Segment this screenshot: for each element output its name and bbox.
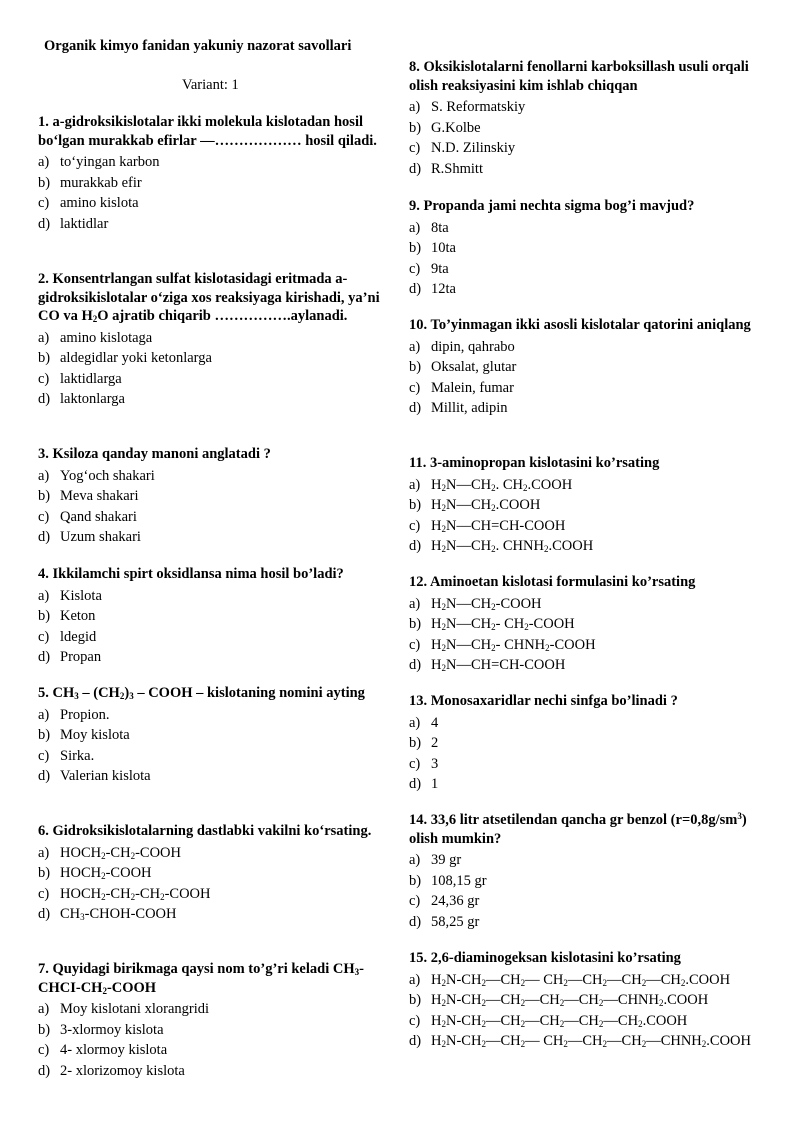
option-letter: d) <box>38 768 51 784</box>
option-letter: c) <box>409 893 421 909</box>
answer-option <box>38 1020 383 1041</box>
question-text: 4. Ikkilamchi spirt oksidlansa nima hosil bo’ladi? <box>38 566 344 582</box>
option-letter: c) <box>409 755 421 772</box>
question-text: 5. $CH_3 - (CH_2)_3$ – COOH – kislotaning nomini ayting <box>38 685 365 701</box>
option-letter: a) <box>409 852 421 868</box>
question-block <box>409 949 769 1052</box>
option-letter: c) <box>409 517 421 534</box>
answer-options <box>409 970 769 1052</box>
option-text: ldegid <box>60 628 97 645</box>
answer-option <box>38 466 383 487</box>
answer-option <box>38 369 383 390</box>
answer-option <box>38 627 383 648</box>
question-block <box>38 113 383 234</box>
answer-option <box>38 904 383 925</box>
answer-option <box>409 614 769 635</box>
question-block <box>38 822 383 925</box>
option-letter: b) <box>38 1021 51 1038</box>
question-block <box>409 692 769 795</box>
option-text: 58,25 gr <box>431 913 480 930</box>
option-text: $H_2N—CH_2-$ $CH_2$-COOH <box>431 616 575 632</box>
answer-option <box>409 733 769 754</box>
answer-options <box>409 713 769 795</box>
option-letter: d) <box>409 776 422 792</box>
option-text: laktidlar <box>60 215 109 232</box>
option-text: 4- xlormoy kislota <box>60 1042 168 1058</box>
answer-option <box>409 378 769 399</box>
answer-option <box>38 507 383 528</box>
answer-option <box>409 1011 769 1032</box>
answer-option <box>409 259 769 280</box>
answer-option <box>38 173 383 194</box>
option-letter: c) <box>38 747 50 764</box>
option-text: Oksalat, glutar <box>431 359 517 375</box>
answer-option <box>409 891 769 912</box>
answer-option <box>409 713 769 734</box>
answer-options <box>38 328 383 410</box>
option-letter: a) <box>409 99 421 115</box>
answer-option <box>38 486 383 507</box>
question-text: 8. Oksikislotalarni fenollarni karboksillash usuli orqali olish reaksiyasini kim ishlab chiqqan <box>409 59 749 94</box>
option-letter: a) <box>38 706 50 723</box>
answer-option <box>409 218 769 239</box>
option-text: 3-xlormoy kislota <box>60 1021 164 1038</box>
option-text: 8ta <box>431 219 449 236</box>
answer-option <box>38 843 383 864</box>
answer-options <box>38 586 383 668</box>
answer-option <box>38 746 383 767</box>
option-letter: c) <box>38 885 50 902</box>
answer-option <box>38 647 383 668</box>
option-text: $H_2N—CH_2.COOH$ <box>431 497 541 513</box>
option-text: $H_2N—CH_2$. $CHNH_2.COOH$ <box>431 538 594 554</box>
answer-option <box>409 635 769 656</box>
answer-options <box>409 218 769 300</box>
option-letter: a) <box>38 587 50 604</box>
option-letter: d) <box>409 913 422 930</box>
option-letter: d) <box>409 281 422 297</box>
option-letter: a) <box>409 595 421 612</box>
option-text: S. Reformatskiy <box>431 99 526 115</box>
option-letter: a) <box>38 154 50 170</box>
option-letter: b) <box>409 872 422 889</box>
option-letter: d) <box>409 160 422 177</box>
question-block <box>409 811 769 932</box>
option-letter: c) <box>38 370 50 387</box>
option-text: 39 gr <box>431 852 462 868</box>
option-text: $HOCH_2$-COOH <box>60 865 152 881</box>
option-text: Qand shakari <box>60 508 137 525</box>
answer-option <box>38 348 383 369</box>
option-text: 1 <box>431 776 439 792</box>
option-text: Yog‘och shakari <box>60 467 155 484</box>
option-text: $H_2N-CH_2—CH_2—CH_2—CH_2—CH_2.COOH$ <box>431 1012 688 1029</box>
option-letter: b) <box>38 488 51 504</box>
option-letter: b) <box>38 174 51 191</box>
answer-option <box>409 138 769 159</box>
answer-option <box>38 328 383 349</box>
option-letter: d) <box>409 538 422 554</box>
answer-option <box>409 912 769 933</box>
option-letter: c) <box>38 195 50 211</box>
option-text: $H_2N—CH=CH$-COOH <box>431 657 566 673</box>
option-text: $H_2N—CH_2$-COOH <box>431 595 542 612</box>
answer-option <box>409 118 769 139</box>
option-text: Propan <box>60 649 102 665</box>
answer-options <box>409 475 769 557</box>
question-text: 15. 2,6-diaminogeksan kislotasini ko’rsating <box>409 950 681 966</box>
option-letter: c) <box>409 140 421 156</box>
option-text: 108,15 gr <box>431 872 487 889</box>
answer-option <box>38 725 383 746</box>
option-letter: d) <box>38 391 51 407</box>
answer-option <box>409 655 769 676</box>
option-text: $H_2N-CH_2—CH_2—$ $CH_2—CH_2—CH_2—CHNH_2.COOH$ <box>431 1033 751 1049</box>
option-text: 2 <box>431 735 439 751</box>
document-title: Organik kimyo fanidan yakuniy nazorat savollari <box>44 38 352 54</box>
answer-option <box>38 606 383 627</box>
option-letter: b) <box>409 240 422 256</box>
option-letter: d) <box>38 649 51 665</box>
answer-options <box>38 705 383 787</box>
question-text: 13. Monosaxaridlar nechi sinfga bo’linadi ? <box>409 693 678 709</box>
question-text: 14. 33,6 litr atsetilendan qancha gr benzol $(r=0,8g/sm^3)$ olish mumkin? <box>409 811 747 847</box>
question-text: 1. a-gidroksikislotalar ikki molekula kislotadan hosil bo‘lgan murakkab efirlar —……………… hosil qiladi. <box>38 114 377 149</box>
question-text: 3. Ksiloza qanday manoni anglatadi ? <box>38 446 271 462</box>
option-letter: d) <box>38 1062 51 1079</box>
option-text: 3 <box>431 755 439 772</box>
option-text: Moy kislota <box>60 727 130 743</box>
answer-options <box>38 152 383 234</box>
option-text: laktidlarga <box>60 370 122 387</box>
answer-option <box>38 193 383 214</box>
option-letter: b) <box>38 350 51 366</box>
answer-options <box>38 999 383 1081</box>
answer-option <box>38 863 383 884</box>
answer-option <box>409 754 769 775</box>
option-letter: b) <box>409 359 422 375</box>
option-text: Valerian kislota <box>60 768 151 784</box>
answer-option <box>38 1061 383 1082</box>
option-text: $H_2N—CH_2-$ $CHNH_2$-COOH <box>431 636 596 653</box>
answer-option <box>409 1031 769 1052</box>
option-text: 2- xlorizomoy kislota <box>60 1062 185 1079</box>
option-letter: d) <box>409 1033 422 1049</box>
question-text: 6. Gidroksikislotalarning dastlabki vakilni ko‘rsating. <box>38 823 372 839</box>
answer-option <box>409 871 769 892</box>
option-text: $CH_3-CHOH$-COOH <box>60 906 177 922</box>
answer-option <box>38 527 383 548</box>
option-text: Moy kislotani xlorangridi <box>60 1001 210 1017</box>
option-text: murakkab efir <box>60 174 142 191</box>
option-letter: d) <box>38 529 51 545</box>
question-text: 2. Konsentrlangan sulfat kislotasidagi eritmada a-gidroksikislotalar o‘ziga xos reaksiyaga kirishadi, ya’ni CO va $H_2O$ ajratib chiqarib …………….aylanadi. <box>38 271 380 324</box>
question-block <box>409 573 769 676</box>
option-text: $H_2N—CH=CH$-COOH <box>431 517 566 534</box>
option-letter: c) <box>38 1042 50 1058</box>
question-block <box>409 454 769 557</box>
option-letter: a) <box>38 467 50 484</box>
answer-option <box>38 999 383 1020</box>
answer-options <box>409 850 769 932</box>
question-text: 11. 3-aminopropan kislotasini ko’rsating <box>409 455 660 471</box>
option-text: Malein, fumar <box>431 379 514 396</box>
answer-option <box>38 214 383 235</box>
option-letter: a) <box>38 844 50 861</box>
answer-option <box>38 1040 383 1061</box>
answer-options <box>38 466 383 548</box>
question-block <box>409 197 769 300</box>
answer-option <box>409 279 769 300</box>
option-letter: d) <box>38 215 51 232</box>
answer-option <box>409 159 769 180</box>
answer-option <box>409 398 769 419</box>
answer-option <box>409 970 769 991</box>
option-text: Millit, adipin <box>431 400 508 416</box>
option-letter: b) <box>38 608 51 624</box>
option-letter: b) <box>38 865 51 881</box>
answer-option <box>409 238 769 259</box>
option-letter: d) <box>38 906 51 922</box>
option-letter: c) <box>409 636 421 653</box>
option-text: 9ta <box>431 260 449 277</box>
answer-options <box>38 843 383 925</box>
option-letter: c) <box>38 628 50 645</box>
answer-option <box>38 389 383 410</box>
option-letter: c) <box>409 1012 421 1029</box>
option-text: 10ta <box>431 240 456 256</box>
question-block <box>38 960 383 1081</box>
question-block <box>409 316 769 419</box>
option-text: G.Kolbe <box>431 119 481 136</box>
question-block <box>38 565 383 668</box>
option-text: 24,36 gr <box>431 893 480 909</box>
option-letter: a) <box>409 476 421 493</box>
answer-option <box>409 475 769 496</box>
option-text: $H_2N-CH_2—CH_2—$ $CH_2—CH_2—CH_2—CH_2.COOH$ <box>431 971 731 988</box>
option-letter: b) <box>409 735 422 751</box>
option-letter: a) <box>409 338 421 355</box>
option-text: Kislota <box>60 587 102 604</box>
answer-option <box>409 495 769 516</box>
answer-option <box>409 516 769 537</box>
option-text: to‘yingan karbon <box>60 154 160 170</box>
option-text: N.D. Zilinskiy <box>431 140 516 156</box>
option-letter: d) <box>409 657 422 673</box>
answer-option <box>38 705 383 726</box>
option-text: $HOCH_2-CH_2-CH_2$-COOH <box>60 885 211 902</box>
answer-option <box>409 97 769 118</box>
option-letter: c) <box>38 508 50 525</box>
option-letter: a) <box>409 714 421 731</box>
answer-option <box>409 594 769 615</box>
answer-option <box>409 536 769 557</box>
answer-options <box>409 594 769 676</box>
question-text: 7. Quyidagi birikmaga qaysi nom to’g’ri keladi $CH_3-CHCI-CH_2$-COOH <box>38 961 364 996</box>
option-text: $HOCH_2-CH_2$-COOH <box>60 844 181 861</box>
option-letter: a) <box>409 971 421 988</box>
question-block <box>38 684 383 787</box>
option-text: Propion. <box>60 706 110 723</box>
option-text: Meva shakari <box>60 488 139 504</box>
answer-option <box>409 774 769 795</box>
question-text: 10. To’yinmagan ikki asosli kislotalar qatorini aniqlang <box>409 317 751 333</box>
option-text: Uzum shakari <box>60 529 141 545</box>
option-letter: c) <box>409 260 421 277</box>
answer-option <box>409 850 769 871</box>
option-text: Sirka. <box>60 747 95 764</box>
question-block <box>409 58 769 179</box>
answer-option <box>409 990 769 1011</box>
answer-options <box>409 337 769 419</box>
option-letter: b) <box>409 616 422 632</box>
answer-option <box>409 357 769 378</box>
answer-option <box>38 152 383 173</box>
option-letter: b) <box>409 992 422 1008</box>
option-text: laktonlarga <box>60 391 125 407</box>
option-text: R.Shmitt <box>431 160 483 177</box>
option-text: dipin, qahrabo <box>431 338 515 355</box>
option-text: 4 <box>431 714 439 731</box>
option-letter: a) <box>409 219 421 236</box>
answer-option <box>38 766 383 787</box>
option-letter: a) <box>38 1001 50 1017</box>
variant-label: Variant: 1 <box>182 77 239 93</box>
option-letter: d) <box>409 400 422 416</box>
question-block <box>38 445 383 548</box>
option-text: $H_2N—CH_2$. $CH_2.COOH$ <box>431 476 573 493</box>
question-text: 9. Propanda jami nechta sigma bog’i mavjud? <box>409 198 695 214</box>
option-text: Keton <box>60 608 96 624</box>
answer-options <box>409 97 769 179</box>
answer-option <box>38 884 383 905</box>
option-letter: b) <box>409 497 422 513</box>
option-text: aldegidlar yoki ketonlarga <box>60 350 212 366</box>
option-letter: b) <box>409 119 422 136</box>
answer-option <box>409 337 769 358</box>
option-letter: c) <box>409 379 421 396</box>
question-text: 12. Aminoetan kislotasi formulasini ko’rsating <box>409 574 696 590</box>
option-letter: a) <box>38 329 50 346</box>
option-text: 12ta <box>431 281 456 297</box>
option-letter: b) <box>38 727 51 743</box>
question-block <box>38 270 383 410</box>
option-text: amino kislotaga <box>60 329 153 346</box>
option-text: $H_2N-CH_2—CH_2—CH_2—CH_2—CHNH_2.COOH$ <box>431 992 709 1008</box>
option-text: amino kislota <box>60 195 139 211</box>
answer-option <box>38 586 383 607</box>
